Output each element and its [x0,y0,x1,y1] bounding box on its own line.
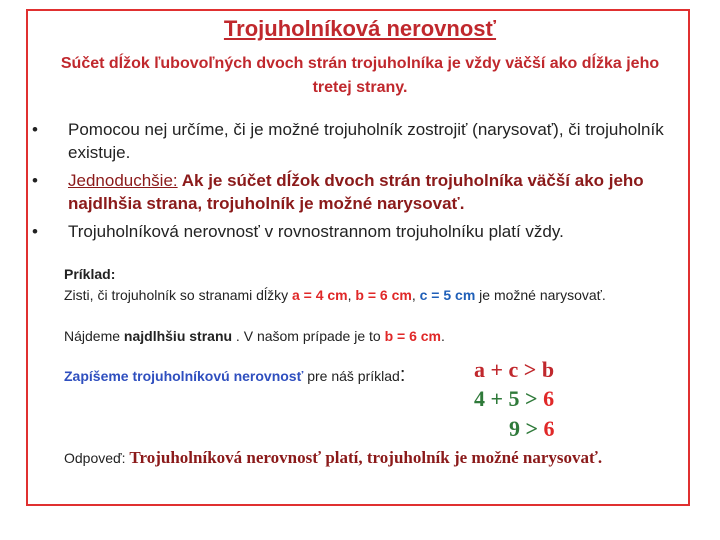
example-text-before: Zisti, či trojuholník so stranami dĺžky [64,287,292,303]
separator: , [347,287,356,303]
bullet-label: Jednoduchšie: [68,171,178,190]
bullet-dot: • [32,120,38,139]
write-inequality-line [64,364,405,387]
inequality-2-right: 6 [543,386,555,411]
find-bold: najdlhšiu stranu [123,328,233,344]
longest-side-line [64,328,445,344]
longest-side-value: b = 6 cm [384,328,441,344]
find-middle: . V našom prípade je to [232,328,385,344]
bullet-dot: • [32,222,38,241]
write-label: Zapíšeme trojuholníkovú nerovnosť [64,368,304,384]
bullet-dot: • [32,171,38,190]
example-text-after: je možné narysovať. [475,287,606,303]
bullet-text: Trojuholníková nerovnosť v rovnostrannom trojuholníku platí vždy. [68,222,564,241]
side-c: c = 5 cm [419,287,476,303]
answer-text: Trojuholníková nerovnosť platí, trojuholník je možné narysovať. [129,448,603,467]
subtitle: Súčet dĺžok ľubovoľných dvoch strán trojuholníka je vždy väčší ako dĺžka jeho tretej strany. [60,55,660,96]
side-b: b = 6 cm [355,287,412,303]
inequality-2-left: 4 + 5 > [474,386,544,411]
write-text: pre náš príklad [303,368,400,384]
bullet-item [32,220,682,243]
separator: , [411,287,420,303]
inequality-3-right: 6 [543,416,555,441]
bullet-text: Pomocou nej určíme, či je možné trojuholník zostrojiť (narysovať), či trojuholník existuje. [68,120,664,162]
page-title: Trojuholníková nerovnosť [223,16,497,41]
answer-block [64,446,664,470]
inequality-line-1: a + c > b [474,357,555,382]
answer-label: Odpoveď: [64,450,126,466]
inequality-line-2 [474,386,554,412]
side-a: a = 4 cm [291,287,348,303]
inequality-3-left: 9 > [509,416,544,441]
inequality-line-3 [509,416,555,442]
write-colon: : [399,364,406,386]
find-end: . [441,328,445,344]
example-block [64,264,704,306]
bullet-item [32,169,682,215]
bullet-list [32,118,682,248]
bullet-text: Ak je súčet dĺžok dvoch strán trojuholníka väčší ako jeho najdlhšia strana, trojuholník je možné narysovať. [68,171,644,213]
example-text [64,285,704,306]
find-before: Nájdeme [64,328,124,344]
bullet-item [32,118,682,164]
example-label: Príklad: [64,266,116,282]
